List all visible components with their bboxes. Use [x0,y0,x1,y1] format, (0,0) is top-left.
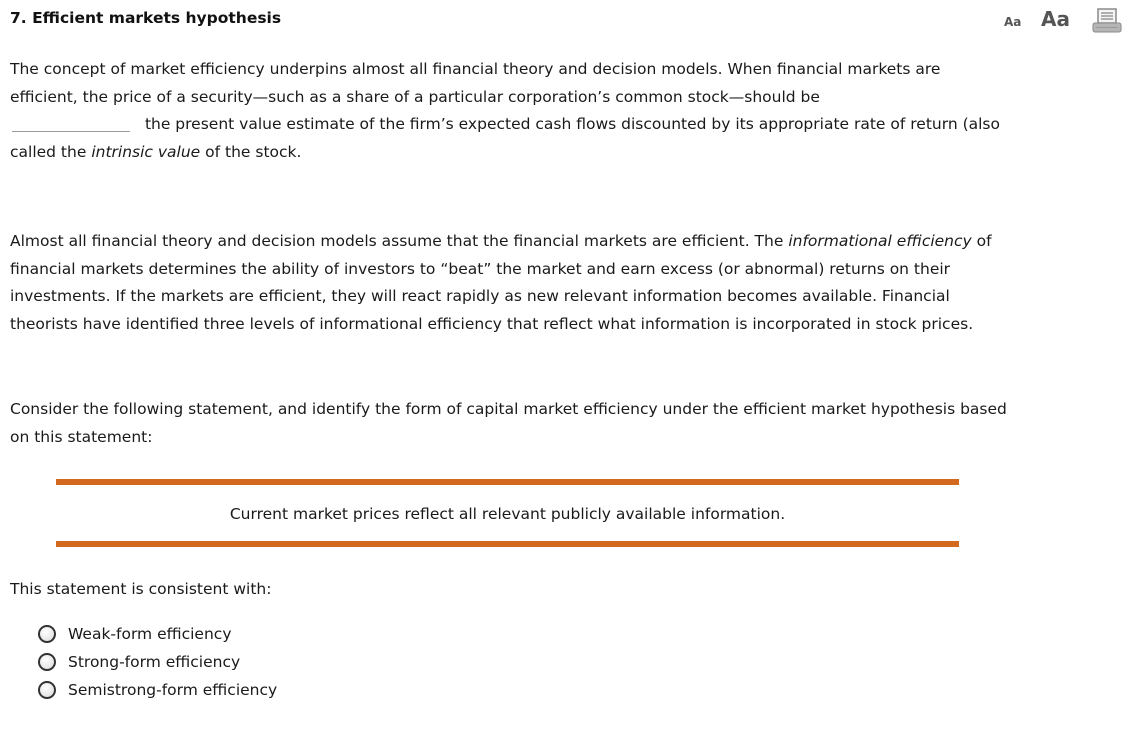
radio-button[interactable] [38,653,56,671]
statement-bottom-rule [56,541,959,547]
info-efficiency-text-2: of financial markets determines the ability of investors to “beat” the market and earn excess (or abnormal) returns on their investments. If the markets are efficient, they will react rapidly as new relevant information becomes available. Financial theorists have identified three levels of informational efficiency that reflect what information is incorporated in stock prices. [10,232,992,334]
print-icon[interactable] [1092,8,1122,38]
option-label: Weak-form efficiency [68,625,232,643]
font-size-small-button[interactable]: Aa [1004,15,1022,29]
prompt-paragraph: Consider the following statement, and identify the form of capital market efficiency under the efficient market hypothesis based on this statement: [10,400,1007,446]
radio-button[interactable] [38,681,56,699]
question-title: 7. Efficient markets hypothesis [10,9,282,27]
intro-text-3: of the stock. [205,143,302,162]
intro-text-2: the present value estimate of the firm’s expected cash flows discounted by its appropriate rate of return (also called the [10,115,1000,162]
informational-efficiency-term: informational efficiency [788,232,972,250]
option-semistrong-form[interactable] [38,676,277,704]
answer-lead: This statement is consistent with: [10,580,272,598]
info-efficiency-paragraph [10,228,1010,339]
statement-top-rule [56,479,959,485]
font-size-large-button[interactable]: Aa [1041,7,1070,31]
radio-button[interactable] [38,625,56,643]
intro-text-1: The concept of market efficiency underpins almost all financial theory and decision models. When financial markets are efficient, the price of a security—such as a share of a particular corporation’s common stock—should be [10,60,941,106]
statement-text: Current market prices reflect all relevant publicly available information. [229,505,786,523]
info-efficiency-text-1: Almost all financial theory and decision models assume that the financial markets are efficient. The [10,232,784,250]
option-strong-form[interactable] [38,648,277,676]
answer-options [38,620,277,704]
option-weak-form[interactable] [38,620,277,648]
intrinsic-value-term: intrinsic value [91,143,201,162]
intro-paragraph [10,56,1010,167]
option-label: Strong-form efficiency [68,653,241,671]
answer-blank-dropdown[interactable] [12,111,130,132]
option-label: Semistrong-form efficiency [68,681,278,699]
